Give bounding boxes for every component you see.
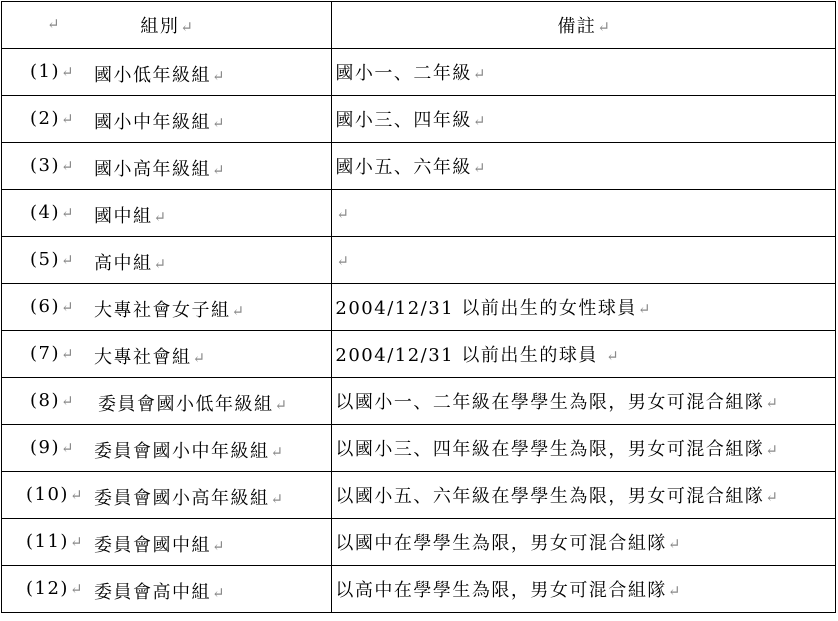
note-cell bbox=[332, 472, 836, 519]
paragraph-mark-icon: ↵ bbox=[47, 15, 60, 33]
table-row bbox=[2, 49, 836, 96]
note-text: 國小五、六年級 bbox=[335, 157, 472, 178]
paragraph-mark-icon: ↵ bbox=[192, 349, 206, 367]
group-cell bbox=[2, 190, 332, 237]
table-row bbox=[2, 425, 836, 472]
group-name bbox=[98, 390, 287, 416]
group-name-text: 委員會國小高年級組 bbox=[94, 488, 270, 509]
table-body bbox=[2, 49, 836, 613]
paragraph-mark-icon: ↵ bbox=[212, 537, 225, 555]
group-number bbox=[30, 296, 74, 317]
group-number-text: (5) bbox=[30, 249, 60, 270]
group-number bbox=[30, 202, 74, 223]
group-number-text: (2) bbox=[30, 108, 60, 129]
group-cell bbox=[2, 519, 332, 566]
note-text: 以高中在學學生為限，男女可混合組隊 bbox=[335, 580, 667, 601]
paragraph-mark-icon: ↵ bbox=[606, 347, 619, 365]
group-number bbox=[30, 437, 74, 458]
group-cell bbox=[2, 237, 332, 284]
paragraph-mark-icon: ↵ bbox=[153, 255, 167, 273]
paragraph-mark-icon: ↵ bbox=[270, 490, 284, 508]
note-text: 國小一、二年級 bbox=[335, 63, 472, 84]
header-note-label: 備註 bbox=[557, 16, 597, 37]
group-name bbox=[94, 437, 283, 463]
paragraph-mark-icon: ↵ bbox=[765, 488, 778, 506]
note-text: 國小三、四年級 bbox=[335, 110, 472, 131]
paragraph-mark-icon: ↵ bbox=[61, 110, 74, 128]
group-number bbox=[30, 61, 74, 82]
paragraph-mark-icon: ↵ bbox=[336, 251, 349, 270]
paragraph-mark-icon: ↵ bbox=[472, 112, 486, 130]
group-number bbox=[30, 155, 74, 176]
note-cell bbox=[332, 519, 836, 566]
group-number-text: (1) bbox=[30, 61, 60, 82]
group-name bbox=[94, 343, 205, 369]
paragraph-mark-icon: ↵ bbox=[765, 441, 778, 459]
table-row bbox=[2, 284, 836, 331]
group-cell bbox=[2, 425, 332, 472]
note-cell bbox=[332, 331, 836, 378]
group-cell bbox=[2, 96, 332, 143]
note-cell bbox=[332, 425, 836, 472]
table-row bbox=[2, 472, 836, 519]
group-name-text: 國小高年級組 bbox=[94, 159, 211, 180]
paragraph-mark-icon: ↵ bbox=[212, 584, 225, 602]
paragraph-mark-icon: ↵ bbox=[667, 582, 681, 600]
paragraph-mark-icon: ↵ bbox=[667, 535, 681, 553]
paragraph-mark-icon: ↵ bbox=[61, 345, 74, 363]
group-name-text: 委員會國中組 bbox=[94, 535, 211, 556]
group-cell bbox=[2, 331, 332, 378]
paragraph-mark-icon: ↵ bbox=[61, 251, 74, 269]
paragraph-mark-icon: ↵ bbox=[212, 161, 225, 179]
paragraph-mark-icon: ↵ bbox=[61, 157, 74, 175]
paragraph-mark-icon: ↵ bbox=[61, 392, 74, 410]
group-number-text: (12) bbox=[26, 578, 69, 599]
group-name-text: 委員會國小低年級組 bbox=[98, 394, 274, 415]
paragraph-mark-icon: ↵ bbox=[69, 486, 83, 504]
paragraph-mark-icon: ↵ bbox=[212, 67, 225, 85]
header-note-cell bbox=[332, 2, 836, 49]
paragraph-mark-icon: ↵ bbox=[270, 443, 284, 461]
header-group-cell bbox=[2, 2, 332, 49]
group-number bbox=[26, 531, 83, 552]
note-cell bbox=[332, 284, 836, 331]
table-row bbox=[2, 566, 836, 613]
table-row bbox=[2, 190, 836, 237]
group-name bbox=[94, 484, 283, 510]
paragraph-mark-icon: ↵ bbox=[153, 208, 167, 226]
group-number bbox=[26, 578, 83, 599]
table-row bbox=[2, 519, 836, 566]
group-name-text: 國中組 bbox=[94, 206, 153, 227]
note-cell bbox=[332, 49, 836, 96]
group-cell bbox=[2, 284, 332, 331]
group-number bbox=[30, 249, 74, 270]
note-cell bbox=[332, 96, 836, 143]
group-number bbox=[26, 484, 83, 505]
group-number bbox=[30, 108, 74, 129]
header-group-label: 組別 bbox=[140, 16, 180, 37]
note-text: 以國小三、四年級在學學生為限，男女可混合組隊 bbox=[335, 439, 765, 460]
table-row bbox=[2, 331, 836, 378]
paragraph-mark-icon: ↵ bbox=[637, 300, 651, 318]
group-name-text: 委員會國小中年級組 bbox=[94, 441, 270, 462]
group-name bbox=[94, 296, 244, 322]
group-name bbox=[94, 249, 166, 275]
group-name bbox=[94, 61, 225, 87]
group-name-text: 國小低年級組 bbox=[94, 65, 211, 86]
group-number-text: (7) bbox=[30, 343, 60, 364]
note-cell bbox=[332, 190, 836, 237]
group-name-text: 高中組 bbox=[94, 253, 153, 274]
group-name-text: 大專社會女子組 bbox=[94, 300, 231, 321]
group-name bbox=[94, 578, 225, 604]
paragraph-mark-icon: ↵ bbox=[180, 18, 193, 36]
note-text: 2004/12/31 以前出生的女性球員 bbox=[335, 298, 637, 319]
group-name bbox=[94, 531, 225, 557]
paragraph-mark-icon: ↵ bbox=[61, 439, 74, 457]
group-number-text: (3) bbox=[30, 155, 60, 176]
group-name bbox=[94, 155, 225, 181]
group-cell bbox=[2, 378, 332, 425]
group-name-text: 國小中年級組 bbox=[94, 112, 211, 133]
paragraph-mark-icon: ↵ bbox=[274, 396, 288, 414]
note-text: 以國小五、六年級在學學生為限，男女可混合組隊 bbox=[335, 486, 765, 507]
group-number-text: (11) bbox=[26, 531, 69, 552]
table-row bbox=[2, 143, 836, 190]
note-cell bbox=[332, 143, 836, 190]
paragraph-mark-icon: ↵ bbox=[597, 18, 610, 36]
group-number-text: (8) bbox=[30, 390, 60, 411]
note-text: 以國小一、二年級在學學生為限，男女可混合組隊 bbox=[335, 392, 765, 413]
paragraph-mark-icon: ↵ bbox=[472, 65, 486, 83]
note-text: 2004/12/31 以前出生的球員 bbox=[335, 345, 606, 366]
table-row bbox=[2, 378, 836, 425]
groups-table bbox=[1, 1, 836, 613]
paragraph-mark-icon: ↵ bbox=[231, 302, 245, 320]
paragraph-mark-icon: ↵ bbox=[61, 204, 74, 222]
group-number-text: (9) bbox=[30, 437, 60, 458]
group-name bbox=[94, 108, 225, 134]
group-cell bbox=[2, 143, 332, 190]
note-cell bbox=[332, 237, 836, 284]
group-cell bbox=[2, 49, 332, 96]
group-number bbox=[30, 343, 74, 364]
paragraph-mark-icon: ↵ bbox=[69, 580, 83, 598]
group-cell bbox=[2, 472, 332, 519]
header-row bbox=[2, 2, 836, 49]
table-row bbox=[2, 96, 836, 143]
group-number-text: (4) bbox=[30, 202, 60, 223]
table-row bbox=[2, 237, 836, 284]
note-cell bbox=[332, 566, 836, 613]
group-name-text: 大專社會組 bbox=[94, 347, 192, 368]
paragraph-mark-icon: ↵ bbox=[61, 63, 74, 81]
note-cell bbox=[332, 378, 836, 425]
paragraph-mark-icon: ↵ bbox=[336, 204, 349, 223]
group-number-text: (6) bbox=[30, 296, 60, 317]
paragraph-mark-icon: ↵ bbox=[765, 394, 778, 412]
group-name bbox=[94, 202, 166, 228]
group-number bbox=[30, 390, 74, 411]
note-text: 以國中在學學生為限，男女可混合組隊 bbox=[335, 533, 667, 554]
paragraph-mark-icon: ↵ bbox=[212, 114, 225, 132]
group-number-text: (10) bbox=[26, 484, 69, 505]
paragraph-mark-icon: ↵ bbox=[61, 298, 74, 316]
paragraph-mark-icon: ↵ bbox=[472, 159, 486, 177]
paragraph-mark-icon: ↵ bbox=[69, 533, 83, 551]
group-name-text: 委員會高中組 bbox=[94, 582, 211, 603]
group-cell bbox=[2, 566, 332, 613]
